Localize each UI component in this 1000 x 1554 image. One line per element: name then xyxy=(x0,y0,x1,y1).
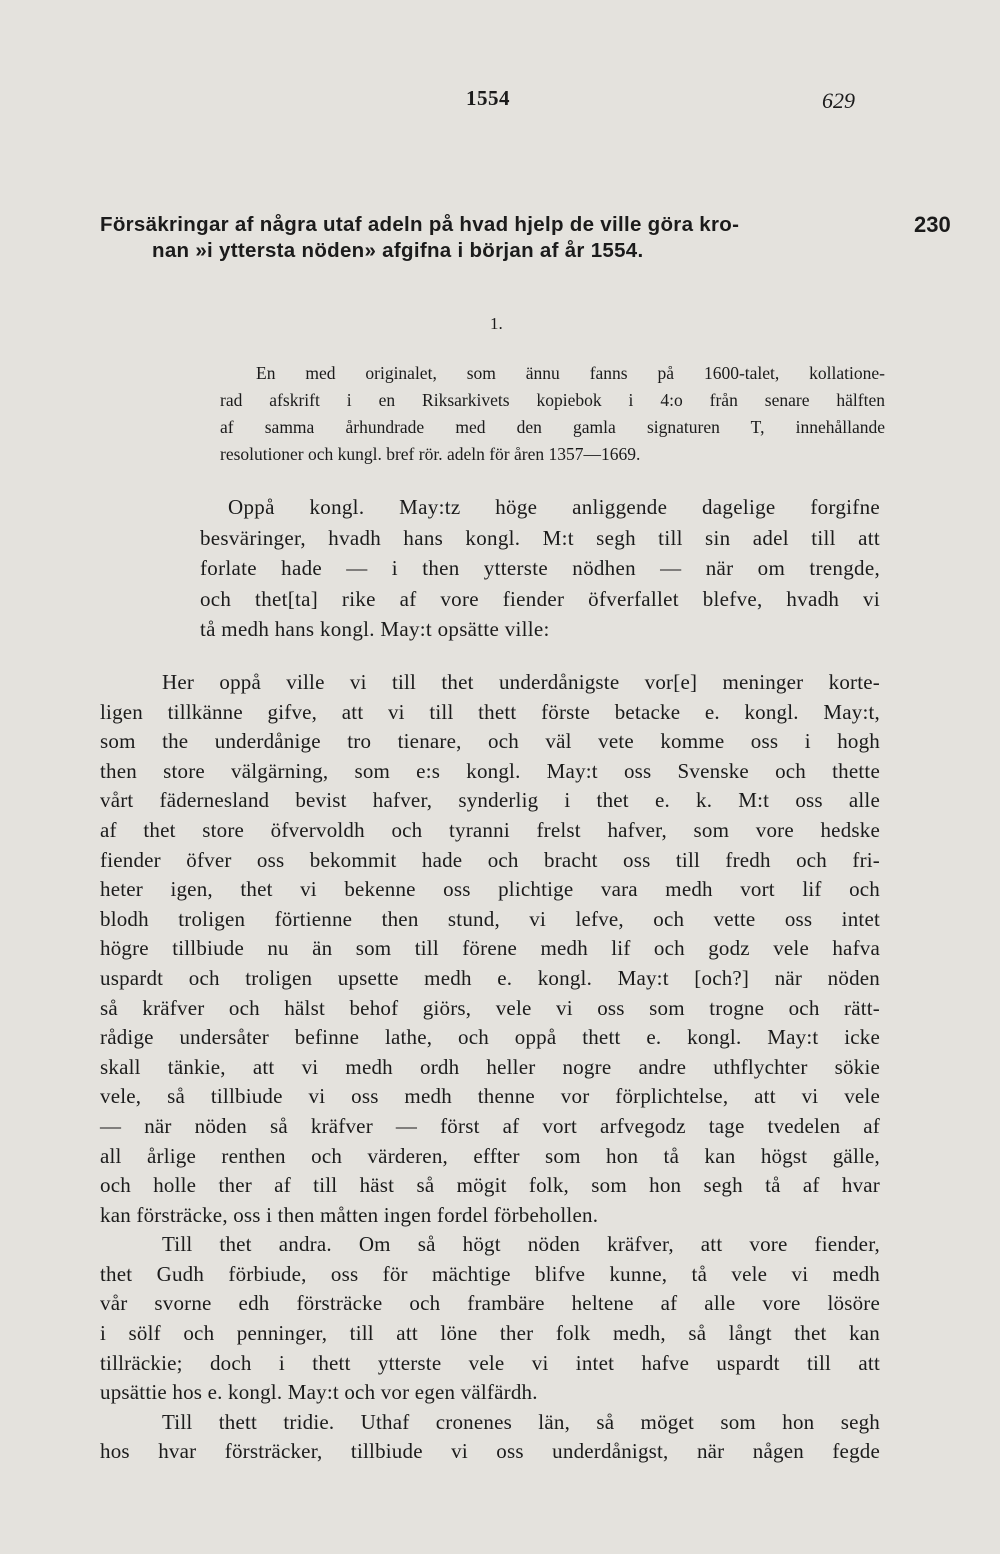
body-line: som the underdånige tro tienare, och väl vete komme oss i hogh xyxy=(100,729,880,754)
body-line: thet Gudh förbiude, oss för mächtige blifve kunne, tå vele vi medh xyxy=(100,1261,880,1286)
page-number: 629 xyxy=(822,88,855,113)
body-line: skall tänkie, att vi medh ordh heller nogre andre uthflychter sökie xyxy=(100,1054,880,1079)
intro-line: och thet[ta] rike af vore fiender öfverfallet blefve, hvadh vi xyxy=(200,586,880,611)
body-line: ligen tillkänne gifve, att vi till thett förste betacke e. kongl. May:t, xyxy=(100,699,880,724)
body-line: högre tillbiude nu än som till förene medh lif och godz vele hafva xyxy=(100,936,880,961)
intro-line: Oppå kongl. May:tz höge anliggende dagelige forgifne xyxy=(228,495,880,519)
body-line: vele, så tillbiude vi oss medh thenne vor förplichtelse, att vi vele xyxy=(100,1084,880,1109)
intro-paragraph xyxy=(200,492,880,645)
body-line: Till thett tridie. Uthaf cronenes län, så möget som hon segh xyxy=(162,1409,880,1434)
body-line: i sölf och penninger, till att löne ther folk medh, så långt thet kan xyxy=(100,1321,880,1346)
note-line: resolutioner och kungl. bref rör. adeln för åren 1357—1669. xyxy=(220,444,641,464)
body-line: Her oppå ville vi till thet underdånigste vor[e] meninger korte- xyxy=(162,670,880,694)
running-head-year: 1554 xyxy=(466,86,510,110)
intro-line: forlate hade — i then ytterste nödhen — när om trengde, xyxy=(200,556,880,580)
body-line: Till thet andra. Om så högt nöden kräfver, att vore fiender, xyxy=(162,1232,880,1257)
section-number: 1. xyxy=(490,314,503,333)
title-line-1: Försäkringar af några utaf adeln på hvad hjelp de ville göra kro- xyxy=(100,213,740,236)
editorial-note xyxy=(220,360,885,468)
document-number: 230 xyxy=(914,212,951,237)
body-line: heter igen, thet vi bekenne oss plichtige vara medh vort lif och xyxy=(100,877,880,902)
note-line: rad afskrift i en Riksarkivets kopiebok i 4:o från senare hälften xyxy=(220,390,885,410)
body-line: — när nöden så kräfver — först af vort arfvegodz tage tvedelen af xyxy=(100,1113,880,1138)
body-line: uspardt och troligen upsette medh e. kongl. May:t [och?] när nöden xyxy=(100,965,880,990)
body-line: så kräfver och hälst behof giörs, vele vi oss som trogne och rätt- xyxy=(100,995,880,1020)
body-line: all årlige renthen och värderen, effter som hon tå kan högst gälle, xyxy=(100,1143,880,1168)
body-line: fiender öfver oss bekommit hade och bracht oss till fredh och fri- xyxy=(100,847,880,872)
intro-line: besväringer, hvadh hans kongl. M:t segh till sin adel till att xyxy=(200,525,880,550)
note-line: En med originalet, som ännu fanns på 1600-talet, kollatione- xyxy=(256,363,885,383)
body-line: upsättie hos e. kongl. May:t och vor egen välfärdh. xyxy=(100,1380,538,1405)
title-line-2: nan »i yttersta nöden» afgifna i början af år 1554. xyxy=(152,239,644,262)
body-line: vårt fädernesland bevist hafver, synderlig i thet e. k. M:t oss alle xyxy=(100,788,880,813)
body-line: och holle ther af till häst så mögit folk, som hon segh tå af hvar xyxy=(100,1173,880,1198)
body-line: blodh troligen förtienne then stund, vi lefve, och vette oss intet xyxy=(100,906,880,931)
body-line: kan försträcke, oss i then måtten ingen fordel förbehollen. xyxy=(100,1202,599,1227)
body-line: af thet store öfvervoldh och tyranni frelst hafver, som vore hedske xyxy=(100,817,880,842)
intro-line: tå medh hans kongl. May:t opsätte ville: xyxy=(200,617,550,641)
body-line: then store välgärning, som e:s kongl. May:t oss Svenske och thette xyxy=(100,758,880,783)
body-line: tillräckie; doch i thett ytterste vele vi intet hafve uspardt till att xyxy=(100,1350,880,1375)
body-line: rådige undersåter befinne lathe, och oppå thett e. kongl. May:t icke xyxy=(100,1025,880,1050)
body-line: vår svorne edh försträcke och frambäre heltene af alle vore lösöre xyxy=(100,1291,880,1316)
body-text xyxy=(100,668,880,1467)
note-line: af samma århundrade med den gamla signaturen T, innehållande xyxy=(220,417,885,437)
body-line: hos hvar försträcker, tillbiude vi oss underdånigst, när någen fegde xyxy=(100,1439,880,1464)
document-title xyxy=(100,212,890,264)
